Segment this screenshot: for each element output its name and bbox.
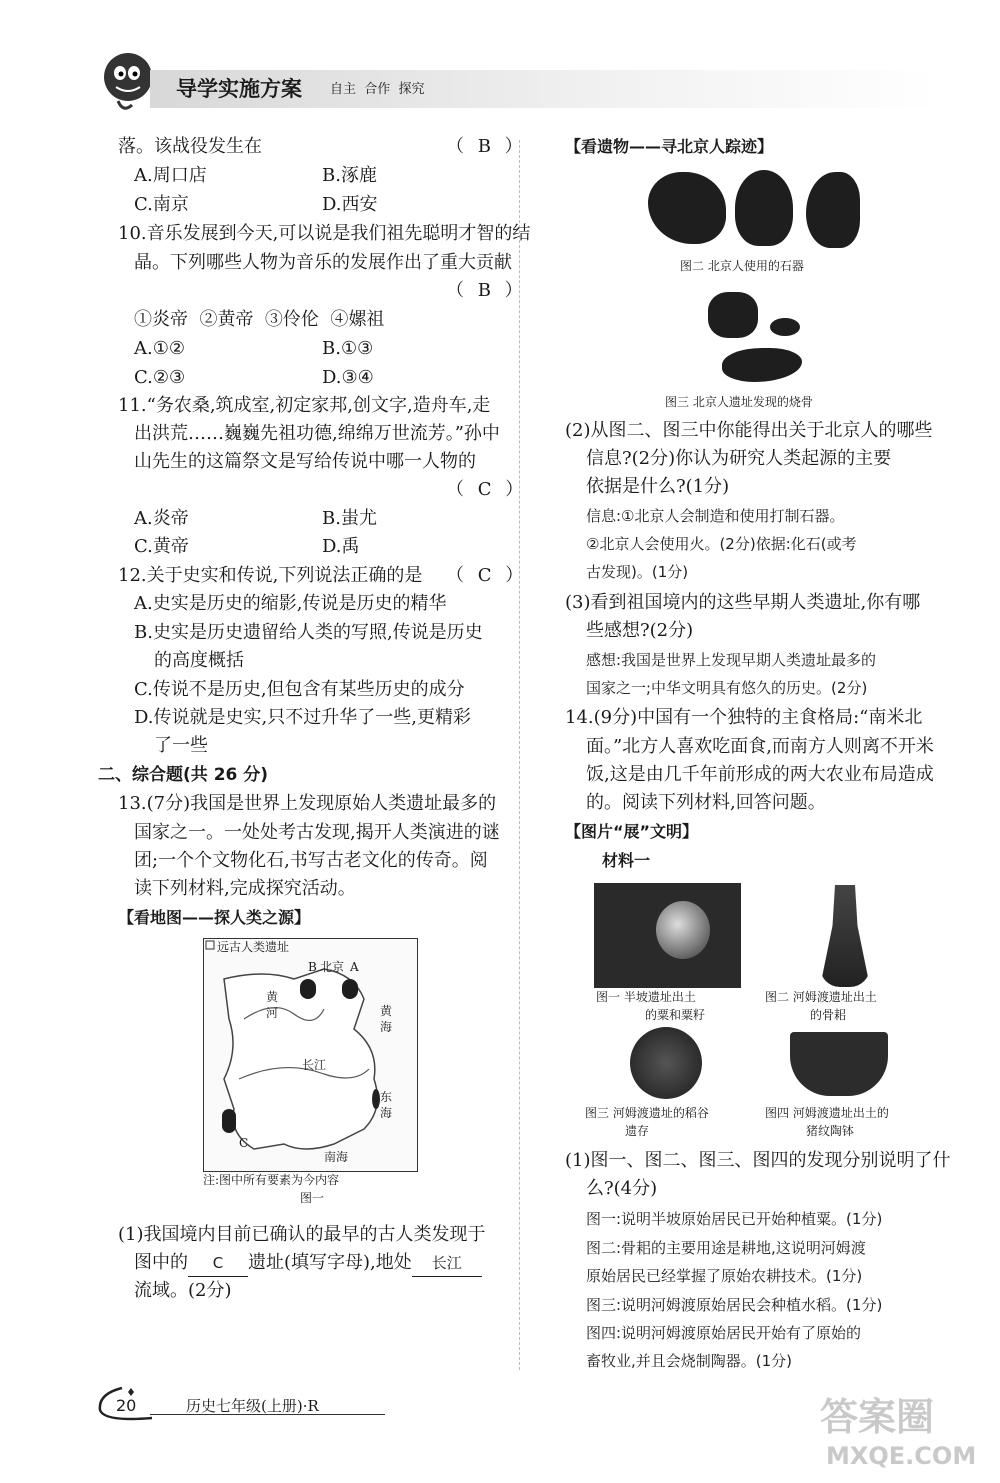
watermark-logo: 答案圈	[820, 1395, 935, 1439]
q13-2-line2: 信息?(2分)你认为研究人类起源的主要	[586, 448, 892, 469]
q13-1-answer-blank2: 长江	[412, 1250, 482, 1277]
burnt-bone-3	[722, 348, 802, 382]
fig3-caption-line2: 遗存	[625, 1124, 650, 1138]
fig1-caption-line1: 图一 半坡遗址出土	[596, 990, 696, 1004]
fig3-caption: 图三 北京人遗址发现的烧骨	[665, 395, 813, 409]
book-title: 历史七年级(上册)·R	[186, 1397, 319, 1415]
q10-option-a: A.①②	[134, 338, 185, 359]
fig3-caption-line1: 图三 河姆渡遗址的稻谷	[585, 1106, 709, 1120]
answer-fig2-line1: 图二:骨耜的主要用途是耕地,这说明河姆渡	[586, 1239, 866, 1257]
q9-option-d: D.西安	[322, 194, 378, 215]
stone-tool-1	[648, 172, 726, 244]
q11-option-c: C.黄帝	[134, 536, 189, 557]
site-figure-a	[342, 979, 358, 999]
q14-1-line2: 么?(4分)	[586, 1178, 658, 1199]
fig4-pottery-bowl-photo	[790, 1032, 888, 1096]
stone-tool-3	[806, 172, 860, 248]
q10-option-c: C.②③	[134, 367, 186, 388]
q13-3-answer1: 感想:我国是世界上发现早期人类遗址最多的	[586, 651, 877, 669]
answer-fig4-line1: 图四:说明河姆渡原始居民开始有了原始的	[586, 1324, 862, 1342]
q10-option-b: B.①③	[322, 338, 374, 359]
q13-1-answer-blank1: C	[188, 1250, 248, 1277]
q13-line1: 13.(7分)我国是世界上发现原始人类遗址最多的	[118, 793, 497, 814]
q12-option-b-line2: 的高度概括	[154, 650, 244, 671]
column-divider	[519, 140, 520, 1370]
q9-tail: 落。该战役发生在	[118, 136, 262, 157]
millet-grain-shape	[656, 901, 710, 959]
fig2-bone-spade-photo	[820, 885, 870, 987]
q11-option-a: A.炎帝	[134, 508, 189, 529]
q13-2-answer1: 信息:①北京人会制造和使用打制石器。	[586, 507, 845, 525]
fig3-rice-photo	[630, 1027, 702, 1099]
q9-answer: （ B ）	[446, 136, 527, 157]
q9-option-a: A.周口店	[134, 165, 207, 186]
q14-line3: 饭,这是由几千年前形成的两大农业布局造成	[586, 764, 934, 785]
q13-3-answer2: 国家之一;中华文明具有悠久的历史。(2分)	[586, 679, 868, 697]
q13-3-line2: 些感想?(2分)	[586, 620, 694, 641]
stone-tool-2	[735, 170, 793, 246]
q13-1-line3: 流域。(2分)	[134, 1280, 232, 1301]
answer-fig4-line2: 畜牧业,并且会烧制陶器。(1分)	[586, 1352, 793, 1370]
q13-1-text-b: 遗址(填写字母),地处	[248, 1252, 412, 1273]
answer-fig3: 图三:说明河姆渡原始居民会种植水稻。(1分)	[586, 1296, 883, 1314]
q13-line2: 国家之一。一处处考古发现,揭开人类演进的谜	[134, 822, 500, 843]
q9-option-c: C.南京	[134, 194, 189, 215]
header-title: 导学实施方案	[176, 77, 302, 101]
fig1-caption-line2: 的粟和粟籽	[645, 1008, 706, 1022]
answer-fig2-line2: 原始居民已经掌握了原始农耕技术。(1分)	[586, 1267, 863, 1285]
map-label-donghai: 东海	[380, 1090, 393, 1120]
q14-line4: 的。阅读下列材料,回答问题。	[586, 792, 826, 813]
map-label-a: A	[350, 960, 359, 974]
picture-section-title: 【图片“展”文明】	[565, 822, 699, 841]
q12-stem: 12.关于史实和传说,下列说法正确的是	[118, 565, 423, 586]
map-note: 注:图中所有要素为今内容	[203, 1173, 340, 1187]
q10-line2: 晶。下列哪些人物为音乐的发展作出了重大贡献	[134, 252, 512, 273]
q10-option-d: D.③④	[322, 367, 374, 388]
q11-answer: （ C ）	[446, 479, 528, 500]
map-label-huanghai: 黄海	[380, 1004, 393, 1034]
answer-fig1: 图一:说明半坡原始居民已开始种植粟。(1分)	[586, 1210, 883, 1228]
q14-line1: 14.(9分)中国有一个独特的主食格局:“南米北	[565, 707, 923, 728]
header-tags: 自主 合作 探究	[330, 82, 425, 97]
fig2-caption: 图二 北京人使用的石器	[680, 259, 804, 273]
q13-2-answer3: 古发现)。(1分)	[586, 563, 689, 581]
q14-1-line1: (1)图一、图二、图三、图四的发现分别说明了什	[565, 1150, 951, 1171]
q11-option-b: B.蚩尤	[322, 508, 377, 529]
watermark-url: MXQE.COM	[826, 1442, 977, 1470]
burnt-bone-1	[708, 292, 758, 338]
q13-2-line3: 依据是什么?(1分)	[586, 476, 730, 497]
q13-1-line2	[134, 1250, 482, 1277]
footer-rule	[150, 1414, 385, 1415]
map-caption: 图一	[300, 1191, 325, 1205]
q13-1-line1: (1)我国境内目前已确认的最早的古人类发现于	[118, 1224, 486, 1245]
map-label-nanhai: 南海	[324, 1150, 349, 1164]
burnt-bone-2	[770, 318, 800, 336]
q10-line1: 10.音乐发展到今天,可以说是我们祖先聪明才智的结	[118, 223, 531, 244]
q13-line4: 读下列材料,完成探究活动。	[134, 878, 356, 899]
q11-option-d: D.禹	[322, 536, 360, 557]
q14-line2: 面。”北方人喜欢吃面食,而南方人则离不开米	[586, 736, 934, 757]
page-number: 20	[116, 1396, 137, 1415]
q13-1-text-a: 图中的	[134, 1252, 188, 1273]
map-label-changjiang: 长江	[302, 1058, 327, 1072]
map-label-huanghe: 黄河	[266, 990, 279, 1020]
q9-option-b: B.涿鹿	[322, 165, 377, 186]
site-figure-b	[300, 979, 316, 999]
q10-items: ①炎帝 ②黄帝 ③伶伦 ④嫘祖	[134, 309, 385, 330]
q11-line3: 山先生的这篇祭文是写给传说中哪一人物的	[134, 451, 476, 472]
q12-option-a: A.史实是历史的缩影,传说是历史的精华	[134, 593, 447, 614]
q13-3-line1: (3)看到祖国境内的这些早期人类遗址,你有哪	[565, 592, 921, 613]
site-figure-c	[222, 1109, 236, 1133]
fig2-caption-line2: 的骨耜	[810, 1008, 847, 1022]
map-section-title: 【看地图——探人类之源】	[118, 908, 311, 927]
map-label-b: B	[308, 960, 317, 974]
q12-option-d-line2: 了一些	[154, 735, 208, 756]
q13-line3: 团;一个个文物化石,书写古老文化的传奇。阅	[134, 850, 488, 871]
q13-2-answer2: ②北京人会使用火。(2分)依据:化石(或考	[586, 535, 857, 553]
china-map	[203, 938, 418, 1172]
q10-answer: （ B ）	[446, 280, 527, 301]
fig2-caption-line1: 图二 河姆渡遗址出土	[765, 990, 877, 1004]
map-label-beijing: 北京	[320, 960, 345, 974]
map-legend: 远古人类遗址	[217, 940, 290, 954]
q12-option-d-line1: D.传说就是史实,只不过升华了一些,更精彩	[134, 707, 471, 728]
section-heading: 二、综合题(共 26 分)	[98, 765, 269, 785]
q13-2-line1: (2)从图二、图三中你能得出关于北京人的哪些	[565, 420, 933, 441]
q11-line1: 11.“务农桑,筑成室,初定家邦,创文字,造舟车,走	[118, 395, 491, 416]
q12-option-c: C.传说不是历史,但包含有某些历史的成分	[134, 679, 465, 700]
q12-answer: （ C ）	[446, 565, 528, 586]
q12-option-b-line1: B.史实是历史遗留给人类的写照,传说是历史	[134, 622, 483, 643]
material-label: 材料一	[602, 851, 651, 870]
q11-line2: 出洪荒……巍巍先祖功德,绵绵万世流芳。”孙中	[134, 423, 500, 444]
relic-section-title: 【看遗物——寻北京人踪迹】	[565, 137, 774, 156]
fig4-caption-line2: 猪纹陶钵	[806, 1124, 855, 1138]
fig4-caption-line1: 图四 河姆渡遗址出土的	[765, 1106, 889, 1120]
fig1-millet-photo	[594, 883, 741, 988]
map-label-c: C	[239, 1136, 249, 1150]
